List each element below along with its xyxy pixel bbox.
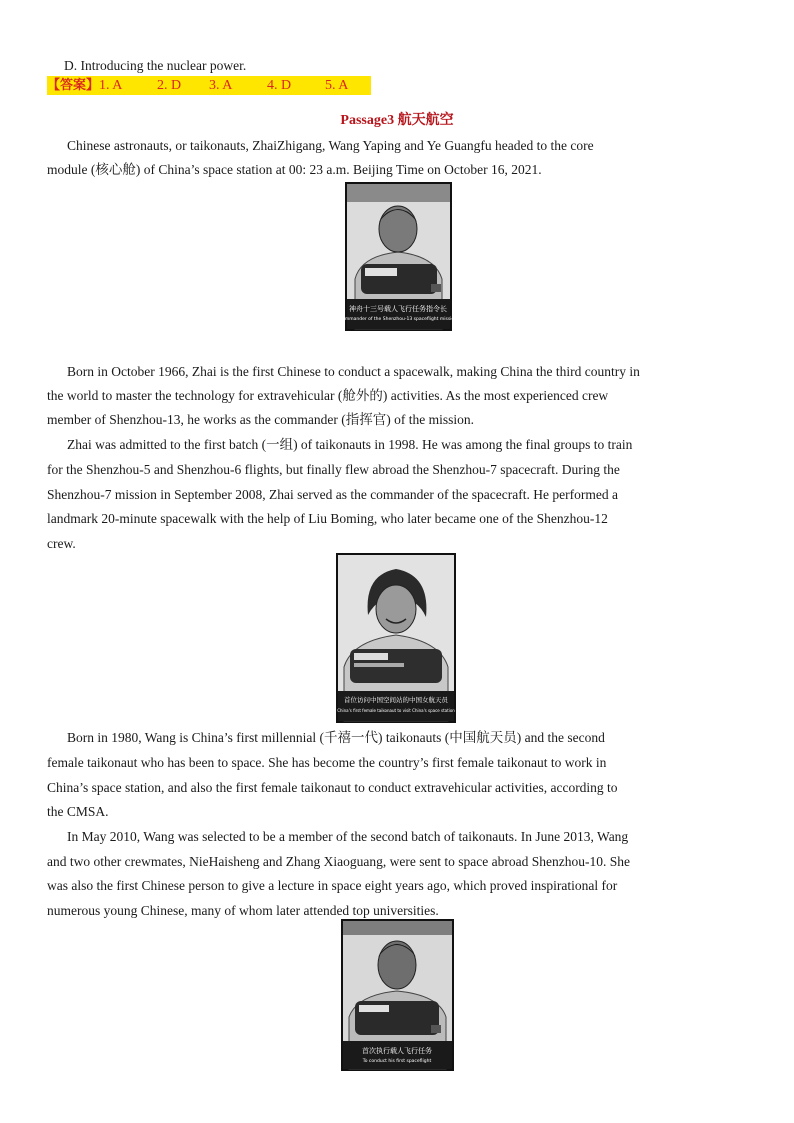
- photo1-caption-cn: 神舟十三号载人飞行任务指令长: [349, 305, 447, 313]
- p1-line: module (核心舱) of China’s space station at 00: 23 a.m. Beijing Time on October 16, 2021.: [47, 162, 542, 177]
- astronaut-photo-ye: [341, 919, 454, 1071]
- option-d: D. Introducing the nuclear power.: [64, 58, 247, 73]
- p2-line: the world to master the technology for extravehicular (舱外的) activities. As the most experienced crew: [47, 388, 609, 403]
- p3-line: Zhai was admitted to the first batch (一组) of taikonauts in 1998. He was among the final groups to train: [67, 437, 633, 452]
- photo3-caption-en: To conduct his first spaceflight: [362, 1059, 432, 1064]
- photo2-caption-en: China's first female taikonaut to visit China's space station: [337, 708, 455, 713]
- p4-line: female taikonaut who has been to space. She has become the country’s first female taikonaut to work in: [47, 755, 607, 770]
- astronaut-photo-wang: [336, 553, 456, 723]
- p4-line: China’s space station, and also the first female taikonaut to conduct extravehicular activities, according to: [47, 780, 618, 795]
- photo2-caption-cn: 首位访问中国空间站的中国女航天员: [344, 696, 448, 704]
- p2-line: member of Shenzhou-13, he works as the commander (指挥官) of the mission.: [47, 412, 475, 427]
- p1-line: Chinese astronauts, or taikonauts, ZhaiZhigang, Wang Yaping and Ye Guangfu headed to the core: [67, 138, 594, 153]
- p3-line: for the Shenzhou-5 and Shenzhou-6 flights, but finally flew abroad the Shenzhou-7 spacecraft. During the: [47, 462, 620, 477]
- photo1-caption-en: Commander of the Shenzhou-13 spaceflight mission: [338, 317, 458, 322]
- answer-item: 5. A: [325, 78, 349, 93]
- answer-item: 1. A: [99, 78, 123, 93]
- p4-line: Born in 1980, Wang is China’s first millennial (千禧一代) taikonauts (中国航天员) and the second: [67, 730, 605, 745]
- p3-line: crew.: [47, 536, 76, 551]
- p5-line: was also the first Chinese person to give a lecture in space eight years ago, which proved inspirational for: [47, 878, 618, 893]
- passage-title: Passage3 航天航空: [340, 113, 454, 128]
- answer-tag: 【答案】: [47, 78, 100, 93]
- p2-line: Born in October 1966, Zhai is the first Chinese to conduct a spacewalk, making China the third country in: [67, 364, 640, 379]
- p4-line: the CMSA.: [47, 804, 109, 819]
- p3-line: landmark 20-minute spacewalk with the help of Liu Boming, who later became one of the Shenzhou-12: [47, 511, 608, 526]
- p3-line: Shenzhou-7 mission in September 2008, Zhai served as the commander of the spacecraft. He performed a: [47, 487, 618, 502]
- p5-line: and two other crewmates, NieHaisheng and Zhang Xiaoguang, were sent to space abroad Shenzhou-10. She: [47, 854, 630, 869]
- p5-line: numerous young Chinese, many of whom later attended top universities.: [47, 903, 439, 918]
- astronaut-photo-zhai: [338, 182, 458, 331]
- p5-line: In May 2010, Wang was selected to be a member of the second batch of taikonauts. In June 2013, Wang: [67, 829, 629, 844]
- answer-item: 4. D: [267, 78, 292, 93]
- answer-item: 3. A: [209, 78, 233, 93]
- answer-key: [47, 76, 371, 95]
- photo3-caption-cn: 首次执行载人飞行任务: [362, 1047, 432, 1055]
- answer-item: 2. D: [157, 78, 182, 93]
